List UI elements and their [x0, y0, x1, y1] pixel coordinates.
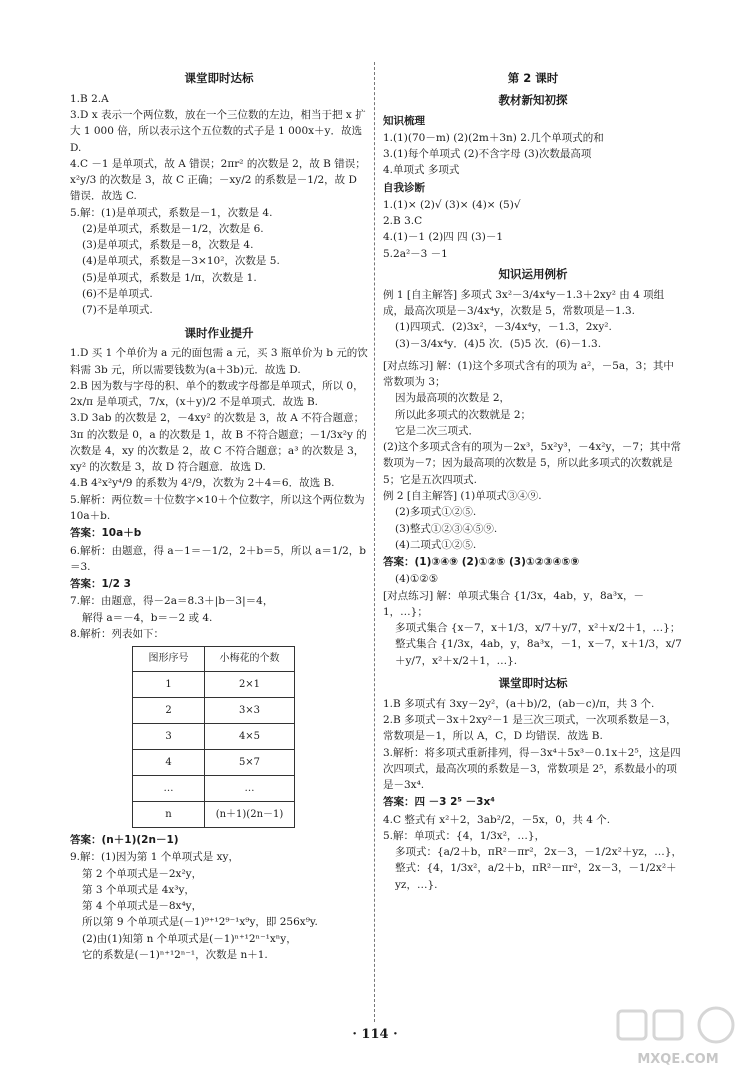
- table-cell: 1: [133, 672, 205, 698]
- table-cell: n: [133, 802, 205, 828]
- answer-line: 解得 a＝－4，b＝－2 或 4.: [82, 611, 213, 624]
- answer-line: 1.B 多项式有 3xy－2y²，(a＋b)/2，(ab－c)/π，共 3 个.: [383, 697, 655, 710]
- left-column: [70, 66, 368, 963]
- answer-line: 5.解：(1)是单项式，系数是－1，次数是 4.: [70, 206, 273, 219]
- answer-line: (6)不是单项式.: [82, 288, 153, 300]
- watermark-url: MXQE.COM: [637, 1052, 719, 1067]
- pattern-table: [132, 646, 295, 828]
- table-cell: …: [205, 776, 295, 802]
- answer-line: 第 2 个单项式是－2x²y，: [82, 867, 203, 880]
- table-cell: 4: [133, 750, 205, 776]
- answer-line: 4.单项式 多项式: [383, 164, 460, 177]
- table-cell: 2×1: [205, 672, 295, 698]
- answer-line: 4.C 整式有 x²＋2，3ab²/2，－5x，0，共 4 个.: [383, 813, 611, 826]
- answer-line: 例 2 [自主解答] (1)单项式③④⑨.: [383, 490, 542, 503]
- table-row: [133, 776, 295, 802]
- answer-line: 5.2a²－3 －1: [383, 247, 448, 260]
- answer-line: 3.解析：将多项式重新排列，得－3x⁴＋5x³－0.1x＋2⁵，这是四次四项式，最高次项的系数是－3，常数项是 2⁵，系数最小的项是－3x⁴.: [383, 746, 681, 792]
- answer-line: 它是二次三项式．: [395, 424, 479, 437]
- answer-line: 4.C －1 是单项式，故 A 错误；2πr² 的次数是 2，故 B 错误；x²y/3 的次数是 3，故 C 正确；－xy/2 的系数是－1/2，故 D 错误．故选 C.: [70, 157, 366, 203]
- answer-line: 第 3 个单项式是 4x³y，: [82, 883, 195, 896]
- table-cell: 3: [133, 724, 205, 750]
- answer-line: (5)是单项式，系数是 1/π，次数是 1.: [82, 271, 257, 284]
- answer-line: (4)是单项式，系数是－3×10²，次数是 5.: [82, 255, 280, 268]
- answer-line: 2.B 多项式－3x＋2xy²－1 是三次三项式，一次项系数是－3，常数项是－1，所以 A，C，D 均错误．故选 B.: [383, 714, 677, 743]
- watermark-box-2: [654, 1011, 682, 1039]
- answer-line: 例 1 [自主解答] 多项式 3x²－3/4x⁴y－1.3＋2xy² 由 4 项组成，最高次项是－3/4x⁴y，次数是 5，常数项是－1.3.: [383, 288, 665, 318]
- answer-line: 所以此多项式的次数就是 2；: [395, 408, 532, 421]
- answer-line: 8.解析：列表如下：: [70, 627, 165, 640]
- table-cell: 2: [133, 698, 205, 724]
- page-number: · 114 ·: [352, 1027, 398, 1042]
- answer-line: 因为最高项的次数是 2，: [395, 392, 511, 405]
- table-header-row: [133, 647, 295, 672]
- answer-line: 2.B 3.C: [383, 215, 423, 228]
- answer-line: 1.B 2.A: [70, 92, 109, 105]
- watermark-circle: [699, 1008, 733, 1042]
- answer-line: 所以第 9 个单项式是(－1)⁹⁺¹2⁹⁻¹x⁹y，即 256x⁹y.: [82, 916, 318, 929]
- table-cell: 3×3: [205, 698, 295, 724]
- answer-label: 答案：10a＋b: [70, 527, 142, 540]
- answer-line: 4.(1)－1 (2)四 四 (3)－1: [383, 231, 504, 244]
- answer-line: 3.(1)每个单项式 (2)不含字母 (3)次数最高项: [383, 148, 592, 161]
- answer-line: (3)是单项式，系数是－8，次数是 4.: [82, 239, 254, 252]
- table-header-cell: 图形序号: [133, 647, 205, 672]
- answer-line: 6.解析：由题意，得 a－1＝－1/2，2＋b＝5，所以 a＝1/2，b＝3.: [70, 544, 366, 573]
- answer-label: 答案：(n＋1)(2n－1): [70, 834, 179, 847]
- answer-line: 2.B 因为数与字母的积、单个的数或字母都是单项式，所以 0，2x/π 是单项式，7/x，(x＋y)/2 不是单项式．故选 B.: [70, 379, 364, 409]
- answer-line: 多项式集合 {x－7，x＋1/3，x/7＋y/7，x²＋x/2＋1，…}；: [395, 622, 681, 635]
- answer-line: 5.解析：两位数＝十位数字×10＋个位数字，所以这个两位数为 10a＋b.: [70, 493, 365, 522]
- table-cell: (n＋1)(2n－1): [205, 802, 295, 828]
- section-heading: 第 2 课时: [507, 71, 559, 85]
- answer-label: 答案：四 －3 2⁵ －3x⁴: [383, 796, 495, 809]
- watermark-box-1: [618, 1011, 646, 1039]
- column-divider: [374, 62, 375, 1022]
- table-header-cell: 小梅花的个数: [205, 647, 295, 672]
- answer-line: 3.D x 表示一个两位数，放在一个三位数的左边，相当于把 x 扩大 1 000 倍，所以表示这个五位数的式子是 1 000x＋y．故选 D.: [70, 109, 366, 154]
- answer-line: 1.D 买 1 个单价为 a 元的面包需 a 元，买 3 瓶单价为 b 元的饮料需 3b 元，所以需要钱数为(a＋3b)元．故选 D.: [70, 347, 368, 376]
- table-cell: 5×7: [205, 750, 295, 776]
- answer-line: 多项式：{a/2＋b，πR²－πr²，2x－3，－1/2x²＋yz，…}，: [395, 846, 682, 859]
- section-heading: 课堂即时达标: [184, 71, 254, 85]
- section-heading: 知识运用例析: [498, 267, 568, 282]
- watermark-logo: [612, 1005, 744, 1071]
- answer-line: (2)多项式①②⑤.: [395, 506, 477, 519]
- answer-line: (3)整式①②③④⑤⑨.: [395, 522, 498, 535]
- answer-label: 知识梳理: [383, 114, 425, 127]
- answer-line: 它的系数是(－1)ⁿ⁺¹2ⁿ⁻¹，次数是 n＋1.: [82, 948, 268, 961]
- table-cell: 4×5: [205, 724, 295, 750]
- answer-line: 1.(1)× (2)√ (3)× (4)× (5)√: [383, 198, 521, 211]
- section-heading: 教材新知初探: [498, 92, 568, 107]
- answer-line: 整式集合 {1/3x，4ab，y，8a³x，－1，x－7，x＋1/3，x/7＋y/7，x²＋x/2＋1，…}.: [395, 638, 682, 667]
- answer-line: (1)四项式．(2)3x²，－3/4x⁴y，－1.3，2xy².: [395, 321, 612, 334]
- answer-line: [对点练习] 解：单项式集合 {1/3x，4ab，y，8a³x，－1，…}；: [383, 589, 645, 618]
- answer-label: 自我诊断: [383, 181, 425, 194]
- answer-line: 7.解：由题意，得－2a＝8.3＋|b－3|＝4，: [70, 595, 274, 608]
- answer-line: (2)由(1)知第 n 个单项式是(－1)ⁿ⁺¹2ⁿ⁻¹xⁿy，: [82, 932, 297, 945]
- answer-line: 4.B 4²x²y⁴/9 的系数为 4²/9，次数为 2＋4＝6．故选 B.: [70, 477, 335, 490]
- answer-line: 第 4 个单项式是－8x⁴y，: [82, 900, 203, 913]
- section-heading: 课时作业提升: [184, 325, 254, 340]
- table-row: [133, 750, 295, 776]
- answer-line: 9.解：(1)因为第 1 个单项式是 xy，: [70, 851, 239, 864]
- answer-line: (7)不是单项式.: [82, 304, 153, 317]
- answer-line: 5.解：单项式：{4，1/3x²，…}，: [383, 829, 546, 842]
- table-cell: …: [133, 776, 205, 802]
- table-row: [133, 672, 295, 698]
- answer-line: (2)是单项式，系数是－1/2，次数是 6.: [82, 222, 264, 235]
- answer-line: 1.(1)(70－m) (2)(2m＋3n) 2.几个单项式的和: [383, 131, 604, 144]
- answer-line: (4)①②⑤: [395, 573, 439, 586]
- answer-label: 答案：(1)③④⑨ (2)①②⑤ (3)①②③④⑤⑨: [383, 556, 580, 569]
- answer-line: 整式：{4，1/3x²，a/2＋b，πR²－πr²，2x－3，－1/2x²＋yz，…}.: [395, 862, 677, 891]
- table-row: [133, 724, 295, 750]
- answer-line: (3)－3/4x⁴y．(4)5 次．(5)5 次．(6)－1.3.: [395, 337, 602, 350]
- answer-line: (2)这个多项式含有的项为－2x³，5x²y³，－4x²y，－7；其中常数项为－7；因为最高项的次数是 5，所以此多项式的次数就是 5；它是五次四项式.: [383, 441, 682, 486]
- answer-label: 答案：1/2 3: [70, 578, 131, 591]
- answer-line: (4)二项式①②⑤.: [395, 538, 477, 551]
- table-row: [133, 802, 295, 828]
- answer-line: [对点练习] 解：(1)这个多项式含有的项为 a²，－5a，3；其中常数项为 3；: [383, 359, 674, 389]
- table-row: [133, 698, 295, 724]
- section-heading: 课堂即时达标: [498, 675, 568, 690]
- right-column: [383, 66, 683, 893]
- answer-line: 3.D 3ab 的次数是 2，－4xy² 的次数是 3，故 A 不符合题意；3π 的次数是 0，a 的次数是 1，故 B 不符合题意；－1/3x²y 的次数是 4，xy 的次数是 2，故 C 不符合题意；a³ 的次数是 3，xy² 的次数是 3，故 D 符合题意．故选 D.: [70, 412, 367, 474]
